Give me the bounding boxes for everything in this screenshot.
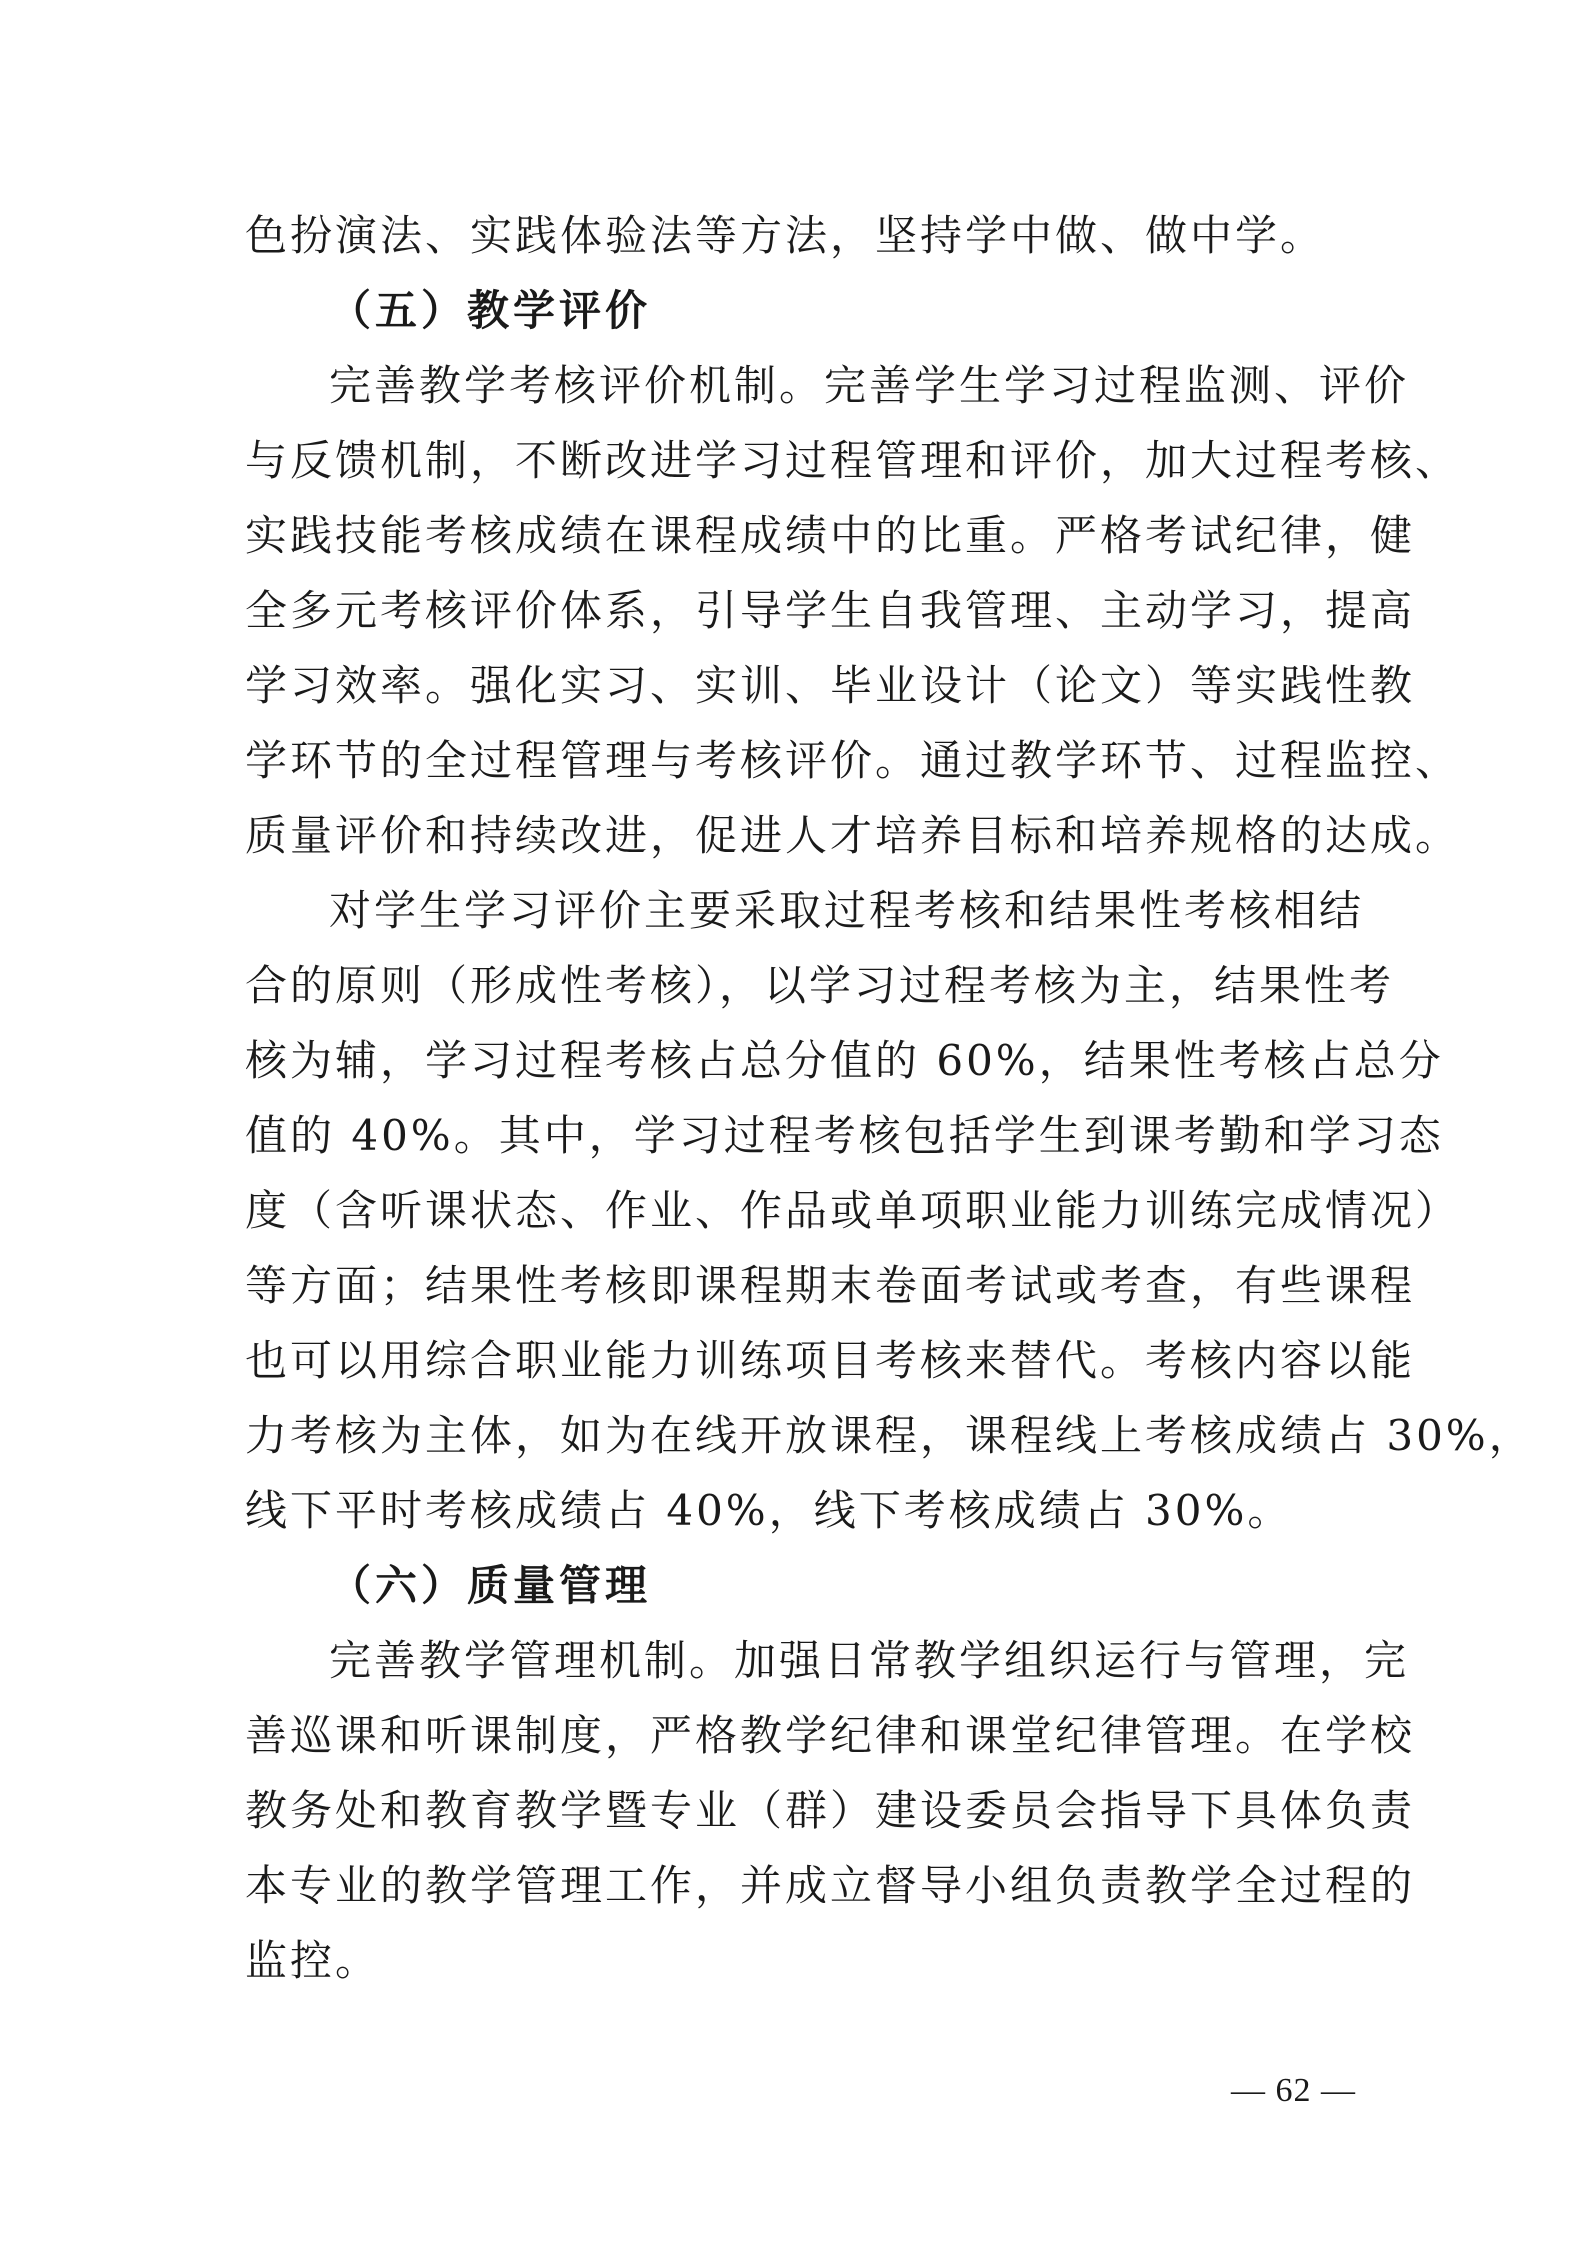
paragraph-line: 也可以用综合职业能力训练项目考核来替代。考核内容以能 xyxy=(245,1336,1416,1385)
section-heading-quality: （六）质量管理 xyxy=(329,1561,652,1610)
paragraph-line: 学环节的全过程管理与考核评价。通过教学环节、过程监控、 xyxy=(245,736,1461,785)
paragraph-line: 完善教学管理机制。加强日常教学组织运行与管理，完 xyxy=(329,1636,1410,1685)
paragraph-line: 值的 40%。其中，学习过程考核包括学生到课考勤和学习态 xyxy=(245,1111,1444,1160)
paragraph-line: 质量评价和持续改进，促进人才培养目标和培养规格的达成。 xyxy=(245,811,1461,860)
paragraph-line: 核为辅，学习过程考核占总分值的 60%，结果性考核占总分 xyxy=(245,1036,1444,1085)
paragraph-line: 实践技能考核成绩在课程成绩中的比重。严格考试纪律，健 xyxy=(245,511,1416,560)
paragraph-line: 力考核为主体，如为在线开放课程，课程线上考核成绩占 30%， xyxy=(245,1411,1534,1460)
paragraph-line: 色扮演法、实践体验法等方法，坚持学中做、做中学。 xyxy=(245,211,1326,260)
paragraph-line: 学习效率。强化实习、实训、毕业设计（论文）等实践性教 xyxy=(245,661,1416,710)
paragraph-line: 完善教学考核评价机制。完善学生学习过程监测、评价 xyxy=(329,361,1410,410)
paragraph-line: 对学生学习评价主要采取过程考核和结果性考核相结 xyxy=(329,886,1365,935)
paragraph-line: 等方面；结果性考核即课程期末卷面考试或考查，有些课程 xyxy=(245,1261,1416,1310)
paragraph-line: 全多元考核评价体系，引导学生自我管理、主动学习，提高 xyxy=(245,586,1416,635)
paragraph-line: 监控。 xyxy=(245,1936,381,1985)
paragraph-line: 本专业的教学管理工作，并成立督导小组负责教学全过程的 xyxy=(245,1861,1416,1910)
section-heading-evaluation: （五）教学评价 xyxy=(329,286,652,335)
paragraph-line: 教务处和教育教学暨专业（群）建设委员会指导下具体负责 xyxy=(245,1786,1416,1835)
paragraph-line: 度（含听课状态、作业、作品或单项职业能力训练完成情况） xyxy=(245,1186,1461,1235)
body-text xyxy=(245,198,1534,1998)
paragraph-line: 善巡课和听课制度，严格教学纪律和课堂纪律管理。在学校 xyxy=(245,1711,1416,1760)
paragraph-line: 与反馈机制，不断改进学习过程管理和评价，加大过程考核、 xyxy=(245,436,1461,485)
paragraph-line: 合的原则（形成性考核），以学习过程考核为主，结果性考 xyxy=(245,961,1395,1010)
paragraph-line: 线下平时考核成绩占 40%，线下考核成绩占 30%。 xyxy=(245,1486,1293,1535)
page-number: — 62 — xyxy=(1231,2072,1356,2109)
